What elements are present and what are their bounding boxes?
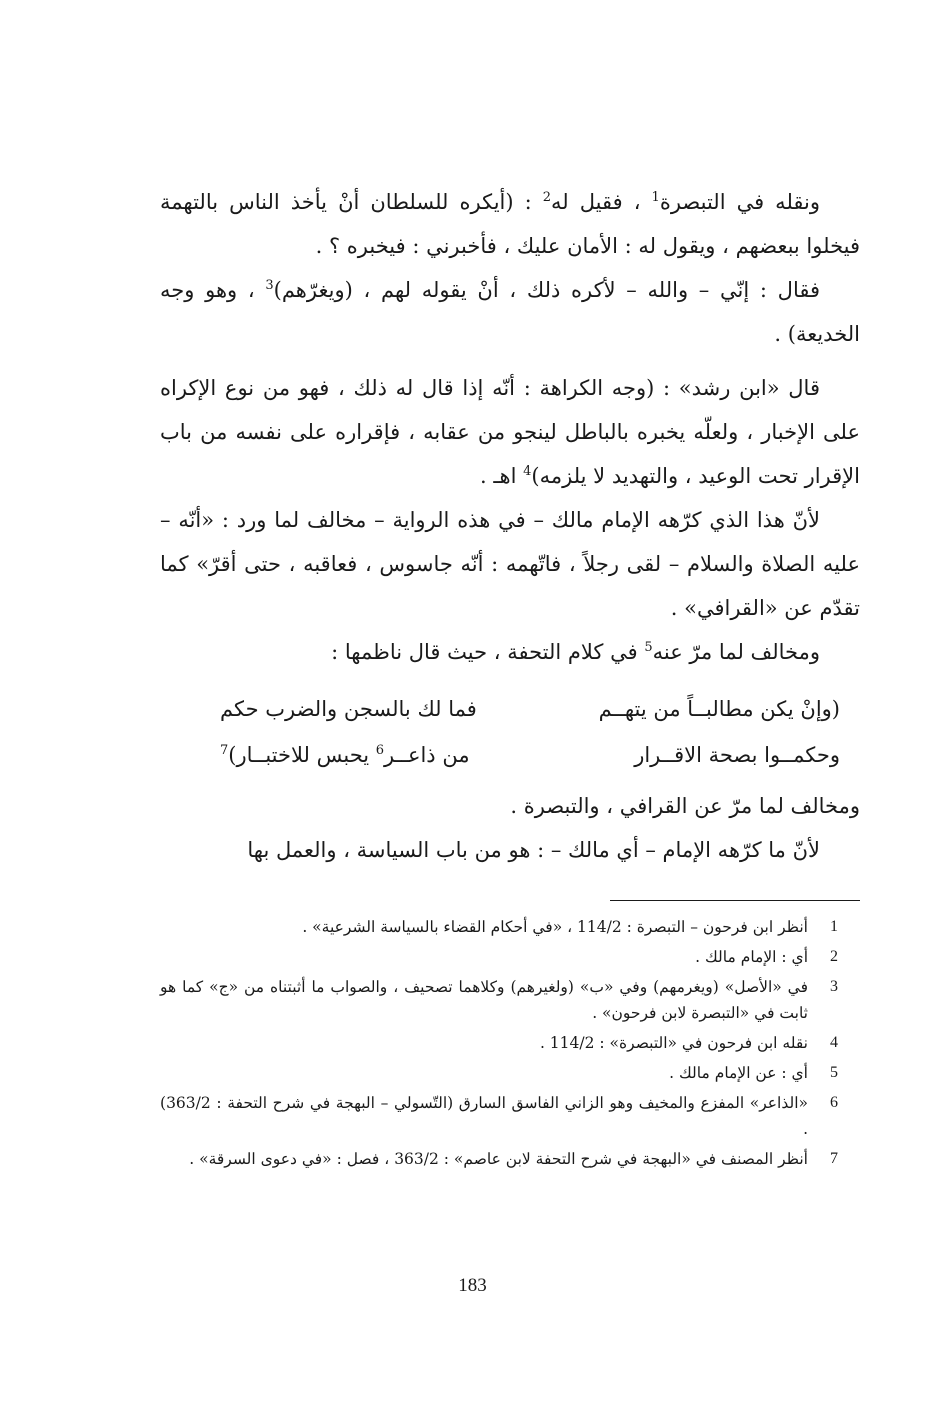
footnote xyxy=(160,944,860,970)
verse-second-hemistich: فما لك بالسجن والضرب حكم xyxy=(220,697,477,721)
paragraph-text: ومخالف لما مرّ عنه xyxy=(652,640,820,664)
verse-second-hemistich xyxy=(220,732,470,778)
verse-text: من ذاعــر xyxy=(384,743,470,767)
footnote-number: 2 xyxy=(830,948,838,965)
footnote xyxy=(160,974,860,1026)
paragraph-2 xyxy=(160,268,860,356)
paragraph-7: لأنّ ما كرّهه الإمام – أي مالك – : هو من باب السياسة ، والعمل بها xyxy=(247,838,820,862)
footnote-separator xyxy=(610,900,860,901)
paragraph-text: فقال : إنّي – والله – لأكره ذلك ، أنْ يقوله لهم ، (ويغرّهم) xyxy=(273,278,821,302)
footnotes xyxy=(160,914,860,1176)
verse-line xyxy=(220,686,840,732)
footnote-ref[interactable]: 5 xyxy=(644,640,653,655)
footnote xyxy=(160,1146,860,1172)
paragraph-3 xyxy=(160,366,860,498)
footnote-number: 5 xyxy=(830,1064,838,1081)
footnote-number: 4 xyxy=(830,1034,838,1051)
footnote-ref[interactable]: 2 xyxy=(542,190,552,205)
verse-first-hemistich: وحكمــوا بصحة الاقــرار xyxy=(634,743,840,767)
footnote-text: نقله ابن فرحون في «التبصرة» : 114/2 . xyxy=(539,1034,808,1052)
paragraph-text: ، وهو وجه الخديعة) . xyxy=(160,278,860,346)
footnote-number: 1 xyxy=(830,918,838,935)
verse-text: يحبس للاختبــار) xyxy=(228,743,376,767)
footnote-ref[interactable]: 6 xyxy=(375,743,385,758)
footnote-text: أنظر ابن فرحون – التبصرة : 114/2 ، «في أحكام القضاء بالسياسة الشرعية» . xyxy=(302,918,808,936)
footnote-number: 6 xyxy=(830,1094,838,1111)
footnote-text: أي : الإمام مالك . xyxy=(695,948,808,966)
footnote xyxy=(160,914,860,940)
paragraph-text: ونقله في التبصرة xyxy=(659,190,821,214)
footnote-text: أنظر المصنف في «البهجة في شرح التحفة لابن عاصم» : 363/2 ، فصل : «في دعوى السرقة» . xyxy=(189,1150,808,1168)
footnote-ref[interactable]: 3 xyxy=(265,278,274,293)
paragraph-5 xyxy=(160,630,860,674)
footnote xyxy=(160,1030,860,1056)
paragraph-text: : (أيكره للسلطان أنْ يأخذ الناس بالتهمة فيخلوا ببعضهم ، ويقول له : الأمان عليك ، فأخبرني : فيخبره ؟ . xyxy=(160,190,860,258)
footnote-number: 3 xyxy=(830,978,838,995)
footnote-number: 7 xyxy=(830,1150,838,1167)
verse-line xyxy=(220,732,840,778)
paragraph-text: قال «ابن رشد» : (وجه الكراهة : أنّه إذا قال له ذلك ، فهو من نوع الإكراه على الإخبار ، ولعلّه يخبره بالباطل لينجو من عقابه ، فإقراره على نفسه من باب الإقرار تحت الوعيد ، والتهديد لا يلزمه) xyxy=(160,376,860,488)
poem-verses xyxy=(160,686,860,778)
footnote xyxy=(160,1060,860,1086)
paragraph-text: في كلام التحفة ، حيث قال ناظمها : xyxy=(331,640,645,664)
paragraph-6: ومخالف لما مرّ عن القرافي ، والتبصرة . xyxy=(510,794,860,818)
footnote xyxy=(160,1090,860,1142)
footnote-text: «الذاعر» المفزع والمخيف وهو الزاني الفاسق السارق (التّسولي – البهجة في شرح التحفة : 363/2) . xyxy=(160,1094,808,1138)
main-text xyxy=(160,180,860,872)
verse-first-hemistich: (وإنْ يكن مطالبــاً من يتهــم xyxy=(598,697,840,721)
footnote-ref[interactable]: 7 xyxy=(220,743,229,758)
paragraph-text: ، فقيل له xyxy=(551,190,652,214)
paragraph-4: لأنّ هذا الذي كرّهه الإمام مالك – في هذه الرواية – مخالف لما ورد : «أنّه – عليه الصلاة والسلام – لقى رجلاً ، فاتّهمه : أنّه جاسوس ، فعاقبه ، حتى أقرّ» كما تقدّم عن «القرافي» . xyxy=(160,508,860,620)
page-number: 183 xyxy=(458,1275,487,1296)
paragraph-1 xyxy=(160,180,860,268)
paragraph-text: اهـ . xyxy=(480,464,524,488)
footnote-ref[interactable]: 1 xyxy=(651,190,660,205)
footnote-text: في «الأصل» (ويغرمهم) وفي «ب» (ولغيرهم) وكلاهما تصحيف ، والصواب ما أثبتناه من «ج» كما هو ثابت في «التبصرة لابن فرحون» . xyxy=(160,978,808,1022)
footnote-text: أي : عن الإمام مالك . xyxy=(669,1064,808,1082)
footnote-ref[interactable]: 4 xyxy=(523,464,532,479)
